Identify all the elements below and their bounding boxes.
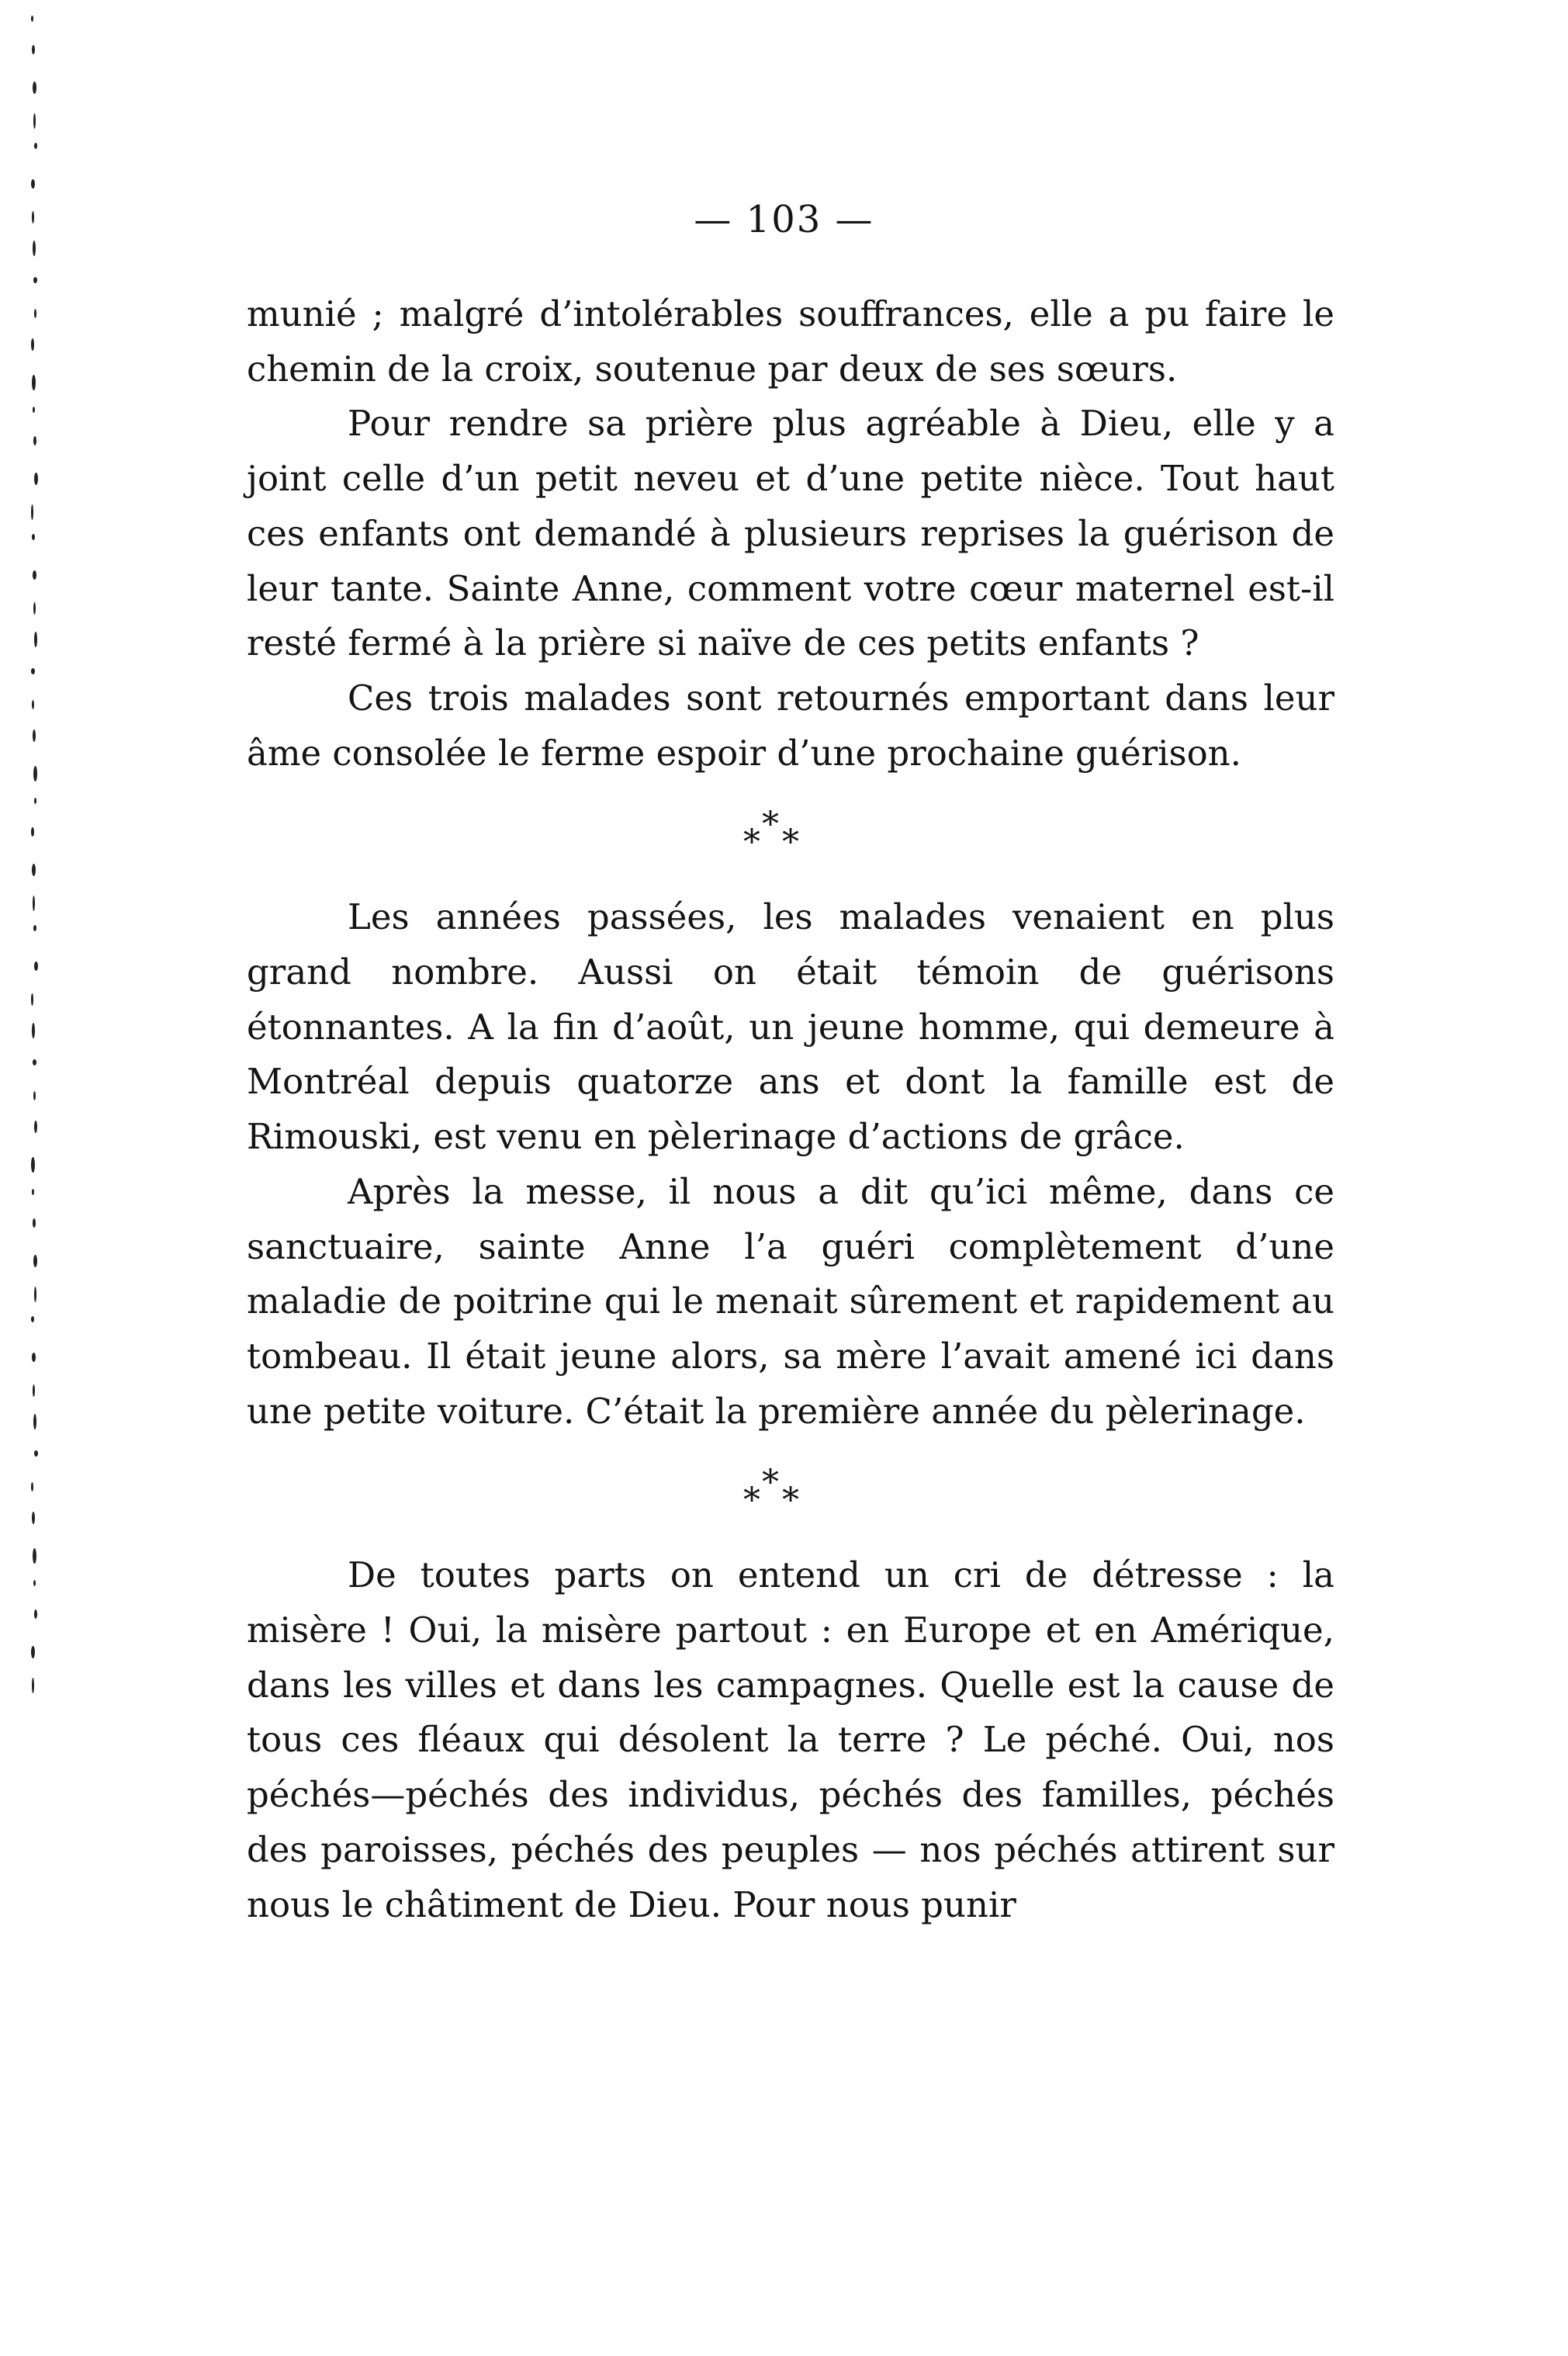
binding-speck <box>32 375 36 390</box>
binding-speck <box>33 407 35 413</box>
binding-speck <box>32 864 36 876</box>
paragraph-1: munié ; malgré d’intolérables souffrances, elle a pu faire le chemin de la croix, soutenue par deux de ses sœurs. <box>247 293 1334 390</box>
binding-speck <box>31 504 33 520</box>
section-break-asterism-1 <box>247 781 1334 890</box>
binding-speck <box>33 241 36 256</box>
section-break-asterism-2 <box>247 1439 1334 1548</box>
page-number: — 103 — <box>694 198 874 241</box>
binding-speck <box>31 993 33 1006</box>
binding-speck <box>34 1121 37 1133</box>
binding-speck <box>32 534 35 540</box>
asterism-star: * <box>782 1481 799 1521</box>
binding-speck <box>31 668 35 674</box>
binding-speck <box>34 961 38 971</box>
paragraph-2: Pour rendre sa prière plus agréable à Dieu, elle y a joint celle d’un petit neveu et d’une petite nièce. Tout haut ces enfants ont demandé à plusieurs reprises la guérison de leur tante. Sainte Anne, comment votre cœur maternel est-il resté fermé à la prière si naïve de ces petits enfants ? <box>247 403 1334 664</box>
binding-speck <box>33 1548 36 1564</box>
binding-speck <box>34 473 38 485</box>
binding-speck <box>31 1482 33 1492</box>
binding-speck <box>33 1580 36 1586</box>
asterism-star: * <box>743 1481 760 1521</box>
binding-speck <box>32 1023 35 1038</box>
binding-speck <box>33 766 37 781</box>
binding-speck <box>33 81 36 94</box>
paragraph-3: Ces trois malades sont retournés emportant dans leur âme consolée le ferme espoir d’une prochaine guérison. <box>247 677 1334 774</box>
binding-speck <box>33 729 36 742</box>
binding-speck <box>32 1512 35 1524</box>
binding-speck <box>34 1450 38 1457</box>
binding-speck <box>31 1157 35 1173</box>
binding-speck <box>34 798 36 804</box>
binding-speck <box>33 1255 37 1267</box>
binding-speck <box>33 1059 36 1065</box>
binding-speck <box>32 45 35 54</box>
binding-speck <box>33 113 36 129</box>
binding-speck <box>34 143 37 149</box>
asterism-star: * <box>743 823 760 863</box>
paragraph-6: De toutes parts on entend un cri de détresse : la misère ! Oui, la misère partout : en Europe et en Amérique, dans les villes et dans les campagnes. Quelle est la cause de tous ces fléaux qui désolent la terre ? Le péché. Oui, nos péchés—péchés des individus, péchés des familles, péchés des paroisses, péchés des peuples — nos péchés attirent sur nous le châtiment de Dieu. Pour nous punir <box>247 1554 1334 1925</box>
binding-speck <box>32 1189 34 1195</box>
page-body <box>247 287 1334 1932</box>
binding-speck <box>32 1353 36 1362</box>
binding-speck <box>33 1384 35 1397</box>
binding-speck <box>31 179 35 189</box>
binding-speck <box>34 309 36 318</box>
binding-speck <box>34 1609 37 1619</box>
binding-speck <box>33 277 37 283</box>
binding-speck <box>31 827 34 837</box>
asterism-star: * <box>762 1463 779 1503</box>
binding-speck <box>33 436 36 445</box>
binding-speck <box>32 1678 34 1693</box>
binding-speck <box>33 925 36 931</box>
binding-speck <box>34 632 37 647</box>
asterism-star: * <box>762 805 779 845</box>
binding-edge-marks <box>23 16 54 1684</box>
asterism-star: * <box>782 823 799 863</box>
paragraph-5: Après la messe, il nous a dit qu’ici même, dans ce sanctuaire, sainte Anne l’a guéri complètement d’une maladie de poitrine qui le menait sûrement et rapidement au tombeau. Il était jeune alors, sa mère l’avait amené ici dans une petite voiture. C’était la première année du pèlerinage. <box>247 1170 1334 1432</box>
binding-speck <box>32 700 34 709</box>
binding-speck <box>33 896 35 911</box>
paragraph-4: Les années passées, les malades venaient en plus grand nombre. Aussi on était témoin de guérisons étonnantes. A la fin d’août, un jeune homme, qui demeure à Montréal depuis quatorze ans et dont la famille est de Rimouski, est venu en pèlerinage d’actions de grâce. <box>247 896 1334 1158</box>
binding-speck <box>31 16 33 22</box>
binding-speck <box>33 570 36 580</box>
binding-speck <box>33 602 36 615</box>
binding-speck <box>33 1218 36 1228</box>
binding-speck <box>31 1646 35 1658</box>
binding-speck <box>34 1287 36 1302</box>
binding-speck <box>33 1414 36 1429</box>
binding-speck <box>33 1091 36 1100</box>
binding-speck <box>31 1316 34 1322</box>
binding-speck <box>31 338 34 351</box>
